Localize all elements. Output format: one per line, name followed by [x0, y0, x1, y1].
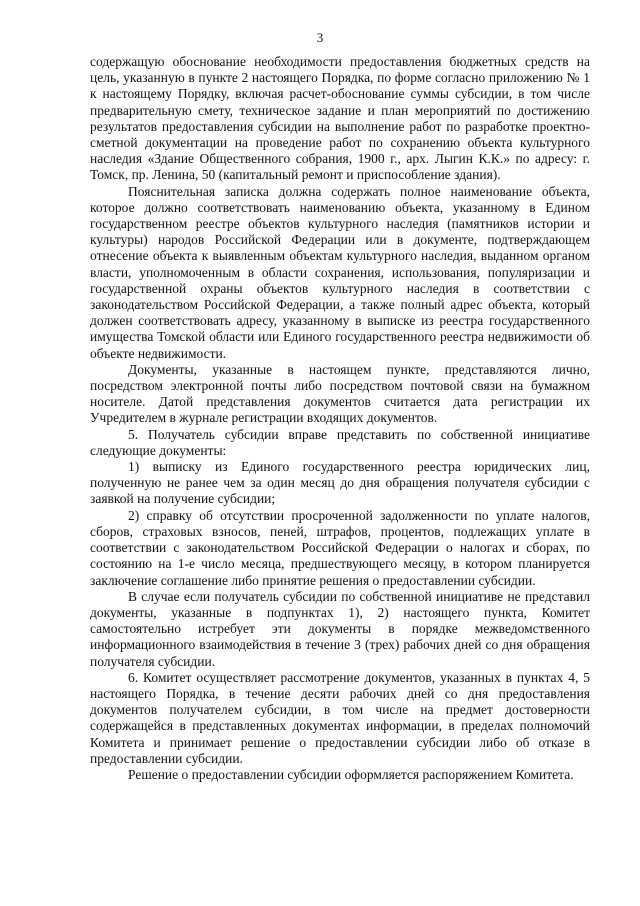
paragraph-continuation: содержащую обоснование необходимости предоставления бюджетных средств на цель, указанную в пункте 2 настоящего Порядка, по форме согласно приложению № 1 к настоящему Порядку, включая расчет-обоснование суммы субсидии, в том числе предварительную смету, техническое задание и план мероприятий по достижению результатов предоставления субсидии на выполнение работ по разработке проектно-сметной документации на проведение работ по сохранению объекта культурного наследия «Здание Общественного собрания, 1900 г., арх. Лыгин К.К.» по адресу: г. Томск, пр. Ленина, 50 (капитальный ремонт и приспособление здания).	[90, 54, 590, 183]
paragraph-subclause-2: 2) справку об отсутствии просроченной задолженности по уплате налогов, сборов, страховых взносов, пеней, штрафов, процентов, подлежащих уплате в соответствии с законодательством Российской Федерации о налогах и сборах, по состоянию на 1-е число месяца, предшествующего месяцу, в котором планируется заключение соглашение либо принятие решения о предоставлении субсидии.	[90, 507, 590, 588]
paragraph-clause-6: 6. Комитет осуществляет рассмотрение документов, указанных в пунктах 4, 5 настоящего Порядка, в течение десяти рабочих дней со дня предоставления документов получателем субсидии, в том числе на предмет достоверности содержащейся в представленных документах информации, в пределах полномочий Комитета и принимает решение о предоставлении субсидии либо об отказе в предоставлении субсидии.	[90, 669, 590, 766]
paragraph-clause-5: 5. Получатель субсидии вправе представить по собственной инициативе следующие документы:	[90, 426, 590, 458]
page-number: 3	[316, 30, 324, 45]
paragraph-submission: Документы, указанные в настоящем пункте, представляются лично, посредством электронной почты либо посредством почтовой связи на бумажном носителе. Датой представления документов считается дата регистрации их Учредителем в журнале регистрации входящих документов.	[90, 361, 590, 426]
document-body	[90, 54, 590, 783]
paragraph-subclause-1: 1) выписку из Единого государственного реестра юридических лиц, полученную не ранее чем за один месяц до дня обращения получателя субсидии с заявкой на получение субсидии;	[90, 459, 590, 507]
paragraph-explanatory-note: Пояснительная записка должна содержать полное наименование объекта, которое должно соответствовать наименованию объекта, указанному в Едином государственном реестре объектов культурного наследия (памятников истории и культуры) народов Российской Федерации или в документе, подтверждающем отнесение объекта к выявленным объектам культурного наследия, выданном органом власти, уполномоченным в области сохранения, использования, популяризации и государственной охраны объектов культурного наследия в соответствии с законодательством Российской Федерации, а также полный адрес объекта, который должен соответствовать адресу, указанному в выписке из реестра государственного имущества Томской области или Единого государственного реестра недвижимости об объекте недвижимости.	[90, 183, 590, 361]
paragraph-interagency: В случае если получатель субсидии по собственной инициативе не представил документы, указанные в подпунктах 1), 2) настоящего пункта, Комитет самостоятельно истребует эти документы в порядке межведомственного информационного взаимодействия в течение 3 (трех) рабочих дней со дня обращения получателя субсидии.	[90, 588, 590, 669]
paragraph-decision: Решение о предоставлении субсидии оформляется распоряжением Комитета.	[128, 766, 574, 782]
